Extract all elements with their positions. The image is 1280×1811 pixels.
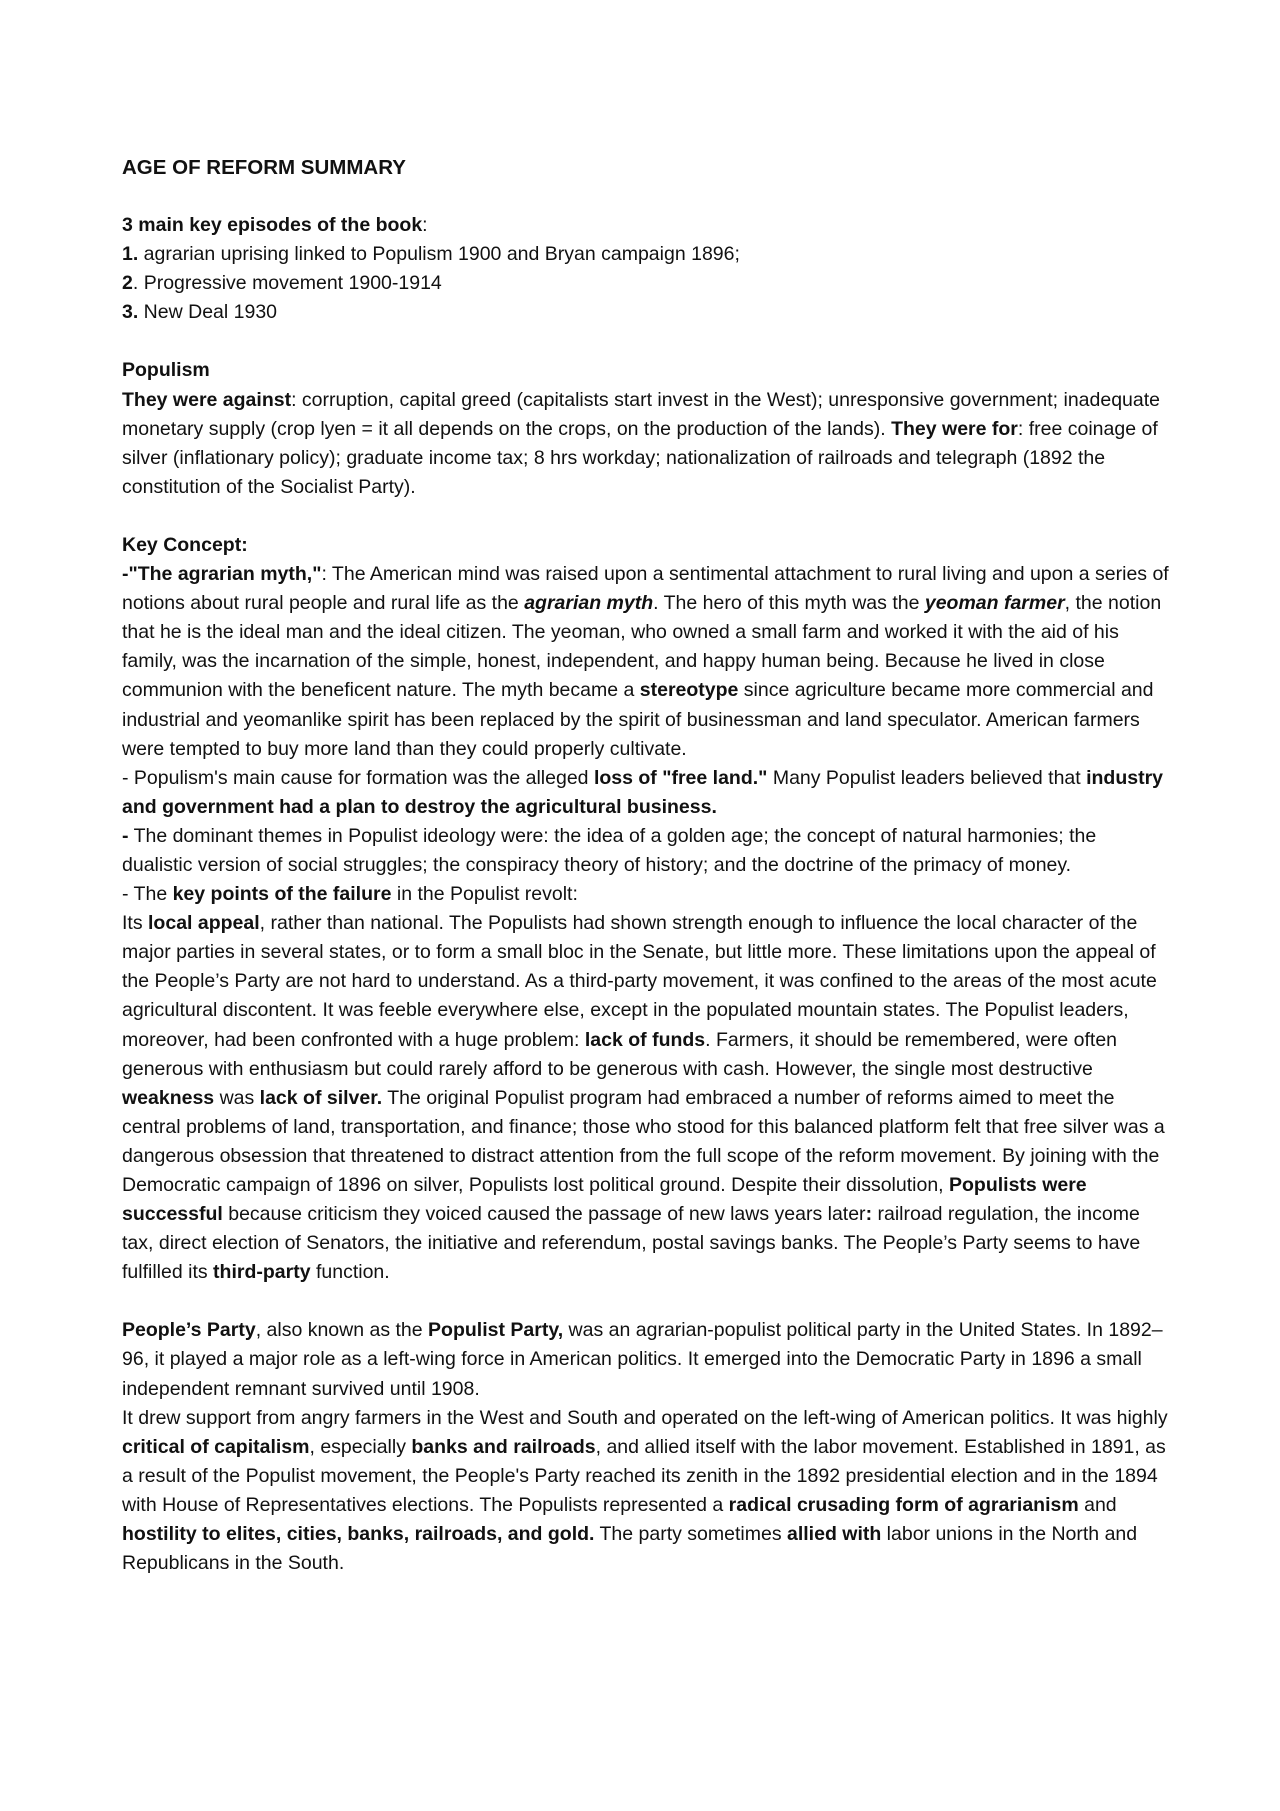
document-title: AGE OF REFORM SUMMARY [122,156,406,179]
episode-item [122,298,1172,327]
text-bold-italic: yeoman farmer [924,592,1065,615]
episode-number: 2 [122,272,133,295]
text-bold: local appeal [148,912,260,935]
text-run: and [1078,1493,1117,1516]
text-run: . Farmers, it should be remembered, were often generous with enthusiasm but could rarely afford to be generous with cash. However, the single most destructive [122,1028,1118,1080]
text-run: , also known as the [255,1319,429,1342]
text-bold: -"The agrarian myth," [122,563,322,586]
key-episodes-heading-colon: : [422,214,428,237]
text-bold: third-party [213,1261,311,1284]
episode-number: 3. [122,301,139,324]
episode-text: New Deal 1930 [138,301,278,324]
text-bold: stereotype [639,679,739,702]
episode-item [122,240,1172,269]
text-bold: lack of silver. [259,1086,383,1109]
text-run: , the notion that he is the ideal man and the ideal citizen. The yeoman, who owned a small farm and worked it with the aid of his family, was the incarnation of the simple, honest, independent, and happy human being. Because he lived in close communion with the beneficent nature. The myth became a [122,592,1162,702]
text-run: - The [122,883,173,906]
text-run: railroad regulation, the income tax, direct election of Senators, the initiative and referendum, postal savings banks. The People’s Party seems to have fulfilled its [122,1203,1141,1284]
peoples-party-paragraph [122,1316,1172,1403]
text-bold: lack of funds [584,1028,706,1051]
key-episodes-section [122,211,1172,327]
text-bold: People’s Party [122,1319,256,1342]
text-bold: Populists were successful [122,1174,1087,1226]
text-run: The party sometimes [594,1523,787,1546]
key-episodes-heading-bold: 3 main key episodes of the book [122,214,423,237]
key-concept-heading [122,531,1172,560]
text-bold: banks and railroads [411,1435,596,1458]
populism-paragraph [122,386,1172,502]
text-run: . The hero of this myth was the [653,592,925,615]
populism-section [122,356,1172,501]
against-text: : corruption, capital greed (capitalists start invest in the West); unresponsive government; inadequate monetary supply (crop lyen = it all depends on the crops, on the production of the lands). [122,388,1161,440]
text-run: , rather than national. The Populists had shown strength enough to influence the local character of the major parties in several states, or to form a small bloc in the Senate, but little more. These limitations upon the appeal of the People’s Party are not hard to understand. As a third-party movement, it was confined to the areas of the most acute agricultural discontent. It was feeble everywhere else, except in the populated mountain states. The Populist leaders, moreover, had been confronted with a huge problem: [122,912,1157,1051]
text-bold: loss of "free land." [593,766,768,789]
text-run: since agriculture became more commercial and industrial and yeomanlike spirit has been replaced by the spirit of businessman and land speculator. American farmers were tempted to buy more land than they could properly cultivate. [122,679,1154,760]
episode-text: . Progressive movement 1900-1914 [132,272,442,295]
text-bold: - [122,824,129,847]
text-run: It drew support from angry farmers in the West and South and operated on the left-wing of American politics. It was highly [122,1406,1168,1429]
text-bold: radical crusading form of agrarianism [728,1493,1079,1516]
text-bold: Populist Party, [428,1319,564,1342]
text-run: was [214,1086,260,1109]
text-bold: allied with [787,1523,882,1546]
text-run: was an agrarian-populist political party in the United States. In 1892–96, it played a major role as a left-wing force in American politics. It emerged into the Democratic Party in 1896 a small independent remnant survived until 1908. [122,1319,1163,1400]
text-bold: hostility to elites, cities, banks, railroads, and gold. [122,1523,595,1546]
text-bold: : [865,1203,873,1226]
text-run: function. [310,1261,390,1284]
text-run: Many Populist leaders believed that [767,766,1087,789]
peoples-party-section [122,1316,1172,1578]
text-run: , especially [309,1435,412,1458]
populism-heading [122,356,1172,385]
against-label: They were against [122,388,292,411]
episode-number: 1. [122,243,139,266]
local-appeal-paragraph [122,909,1172,1287]
key-concept-heading-text: Key Concept: [122,533,248,556]
text-bold: weakness [122,1086,215,1109]
key-episodes-heading [122,211,1172,240]
text-run: - Populism's main cause for formation was the alleged [122,766,594,789]
text-bold: key points of the failure [172,883,392,906]
failure-points-paragraph [122,880,1172,909]
episode-text: agrarian uprising linked to Populism 1900 and Bryan campaign 1896; [138,243,740,266]
ideology-themes-paragraph [122,822,1172,880]
text-bold: critical of capitalism [122,1435,310,1458]
text-run: : The American mind was raised upon a sentimental attachment to rural living and upon a series of notions about rural people and rural life as the [122,563,1169,615]
for-label: They were for [891,417,1018,440]
text-run: labor unions in the North and Republicans in the South. [122,1523,1138,1575]
text-bold: industry and government had a plan to destroy the agricultural business. [122,766,1164,818]
episode-item [122,269,1172,298]
text-bold-italic: agrarian myth [524,592,654,615]
populism-heading-text: Populism [122,359,210,382]
for-text: : free coinage of silver (inflationary policy); graduate income tax; 8 hrs workday; nationalization of railroads and telegraph (1892 the constitution of the Socialist Party). [122,417,1158,498]
text-run: Its [122,912,149,935]
agrarian-myth-paragraph [122,560,1172,764]
text-run: The original Populist program had embraced a number of reforms aimed to meet the central problems of land, transportation, and finance; those who stood for this balanced platform felt that free silver was a dangerous obsession that threatened to distract attention from the full scope of the reform movement. By joining with the Democratic campaign of 1896 on silver, Populists lost political ground. Despite their dissolution, [122,1086,1165,1196]
text-run: because criticism they voiced caused the passage of new laws years later [222,1203,866,1226]
free-land-paragraph [122,764,1172,822]
key-concept-section [122,531,1172,1287]
text-run: in the Populist revolt: [391,883,578,906]
document-page [122,153,1172,1607]
support-paragraph [122,1404,1172,1579]
text-run: , and allied itself with the labor movement. Established in 1891, as a result of the Populist movement, the People's Party reached its zenith in the 1892 presidential election and in the 1894 with House of Representatives elections. The Populists represented a [122,1435,1166,1516]
text-run: The dominant themes in Populist ideology were: the idea of a golden age; the concept of natural harmonies; the dualistic version of social struggles; the conspiracy theory of history; and the doctrine of the primacy of money. [122,824,1097,876]
